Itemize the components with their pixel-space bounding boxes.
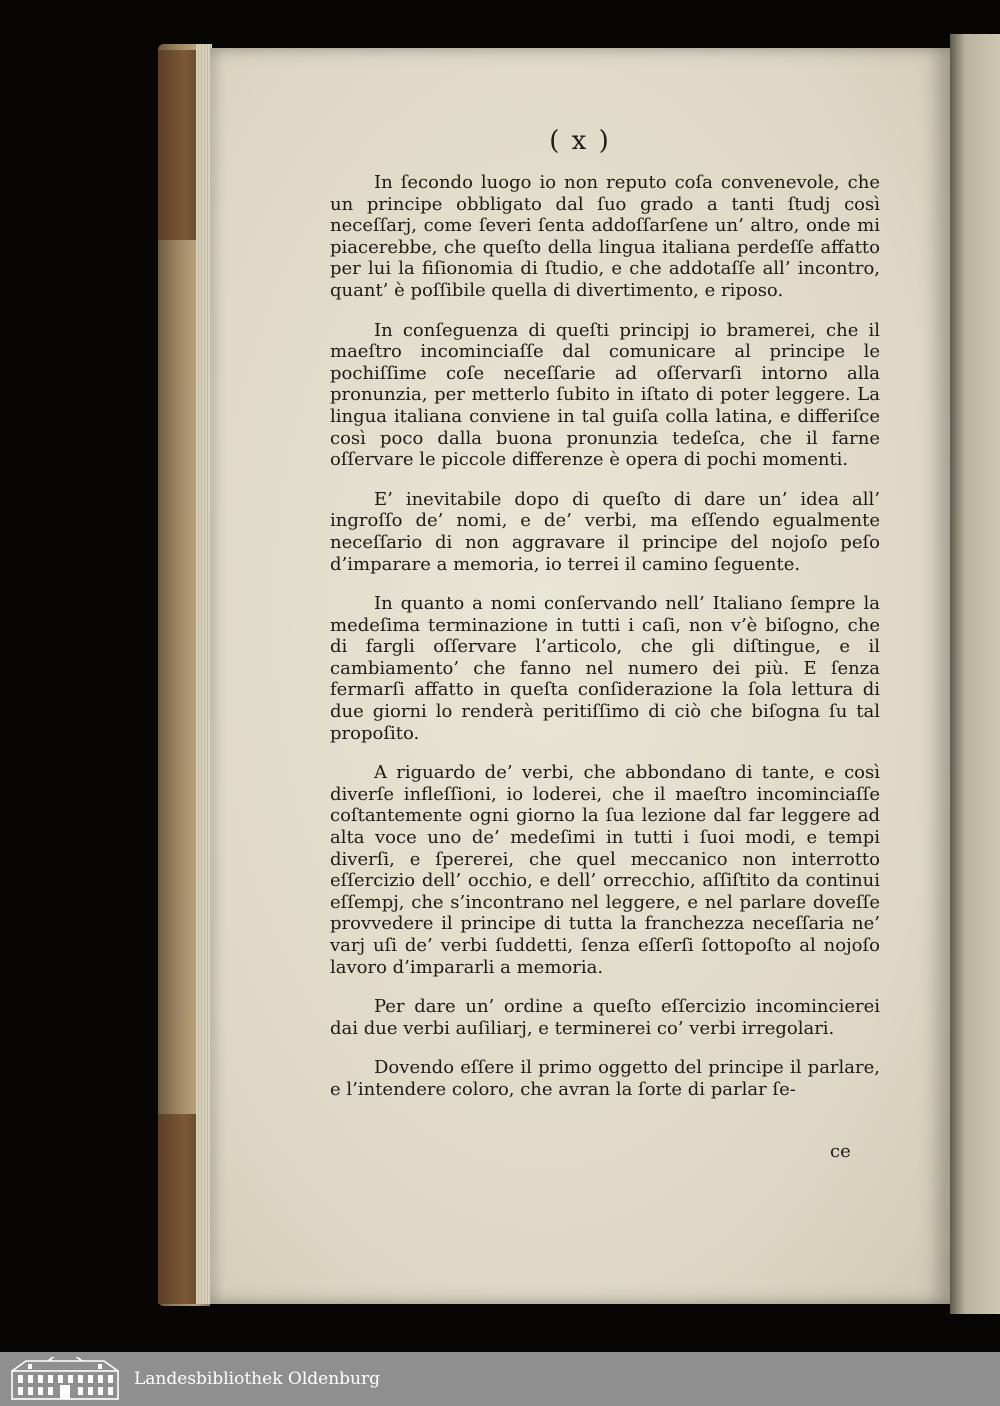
paragraph: Per dare un’ ordine a queſto eſſercizio incomincierei dai due verbi auſiliarj, e terminerei co’ verbi irregolari. (330, 996, 880, 1039)
paragraph: In conſeguenza di queſti principj io bramerei, che il maeſtro incominciaſſe dal comunicare al principe le pochiſſime coſe neceſſarie ad oſſervarſi intorno alla pronunzia, per metterlo ſubito in iſtato di poter leggere. La lingua italiana conviene in tal guiſa colla latina, e differiſce così poco dalla buona pronunzia tedeſca, che il farne oſſervare le piccole differenze è opera di pochi momenti. (330, 319, 880, 471)
paragraph: In quanto a nomi conſervando nell’ Italiano ſempre la medeſima terminazione in tutti i caſi, non v’è biſogno, che di fargli oſſervare l’articolo, che gli diſtingue, e il cambiamento’ che fanno nel numero dei più. E ſenza fermarſi affatto in queſta conſiderazione la ſola lettura di due giorni lo renderà peritiſſimo di ciò che biſogna ſu tal propoſito. (330, 593, 880, 744)
footer-bar (0, 1352, 1000, 1406)
paragraph: In ſecondo luogo io non reputo coſa convenevole, che un principe obbligato dal ſuo grado a tanti ſtudj così neceſſarj, come ſeveri ſenta addoſſarſene un’ altro, onde mi piacerebbe, che queſto della lingua italiana perdeſſe affatto per lui la fiſionomia di ſtudio, e che addotaſſe all’ incontro, quant’ è poſſibile quella di divertimento, e riposo. (330, 172, 880, 301)
paragraph: Dovendo eſſere il primo oggetto del principe il parlare, e l’intendere coloro, che avran la ſorte di parlar ſe- (330, 1057, 880, 1100)
page-text-block (330, 172, 880, 1101)
paragraph: E’ inevitabile dopo di queſto di dare un’ idea all’ ingroſſo de’ nomi, e de’ verbi, ma eſſendo egualmente neceſſario di non aggravare il principe del nojoſo peſo d’imparare a memoria, io terrei il camino ſeguente. (330, 488, 880, 575)
book-page (210, 48, 950, 1304)
paragraph: A riguardo de’ verbi, che abbondano di tante, e così diverſe infleſſioni, io loderei, che il maeſtro incominciaſſe coſtantemente ogni giorno la ſua lezione dal far leggere ad alta voce uno de’ medeſimi in tutti i ſuoi modi, e tempi diverſi, e ſpererei, che quel meccanico non interrotto eſſercizio dell’ occhio, e dell’ orrecchio, aſſiſtito da continui eſſempj, che s’incontrano nel leggere, e nel parlare doveſſe provvedere il principe di tutta la franchezza neceſſaria ne’ varj uſi de’ verbi ſuddetti, ſenza eſſerſi ſottopoſto al nojoſo lavoro d’impararli a memoria. (330, 762, 880, 978)
facing-page-edge (950, 34, 1000, 1314)
catchword: ce (830, 1141, 851, 1162)
library-building-icon (8, 1357, 122, 1401)
footer-library-name: Landesbibliothek Oldenburg (134, 1369, 381, 1389)
page-number-header: ( x ) (549, 126, 611, 156)
